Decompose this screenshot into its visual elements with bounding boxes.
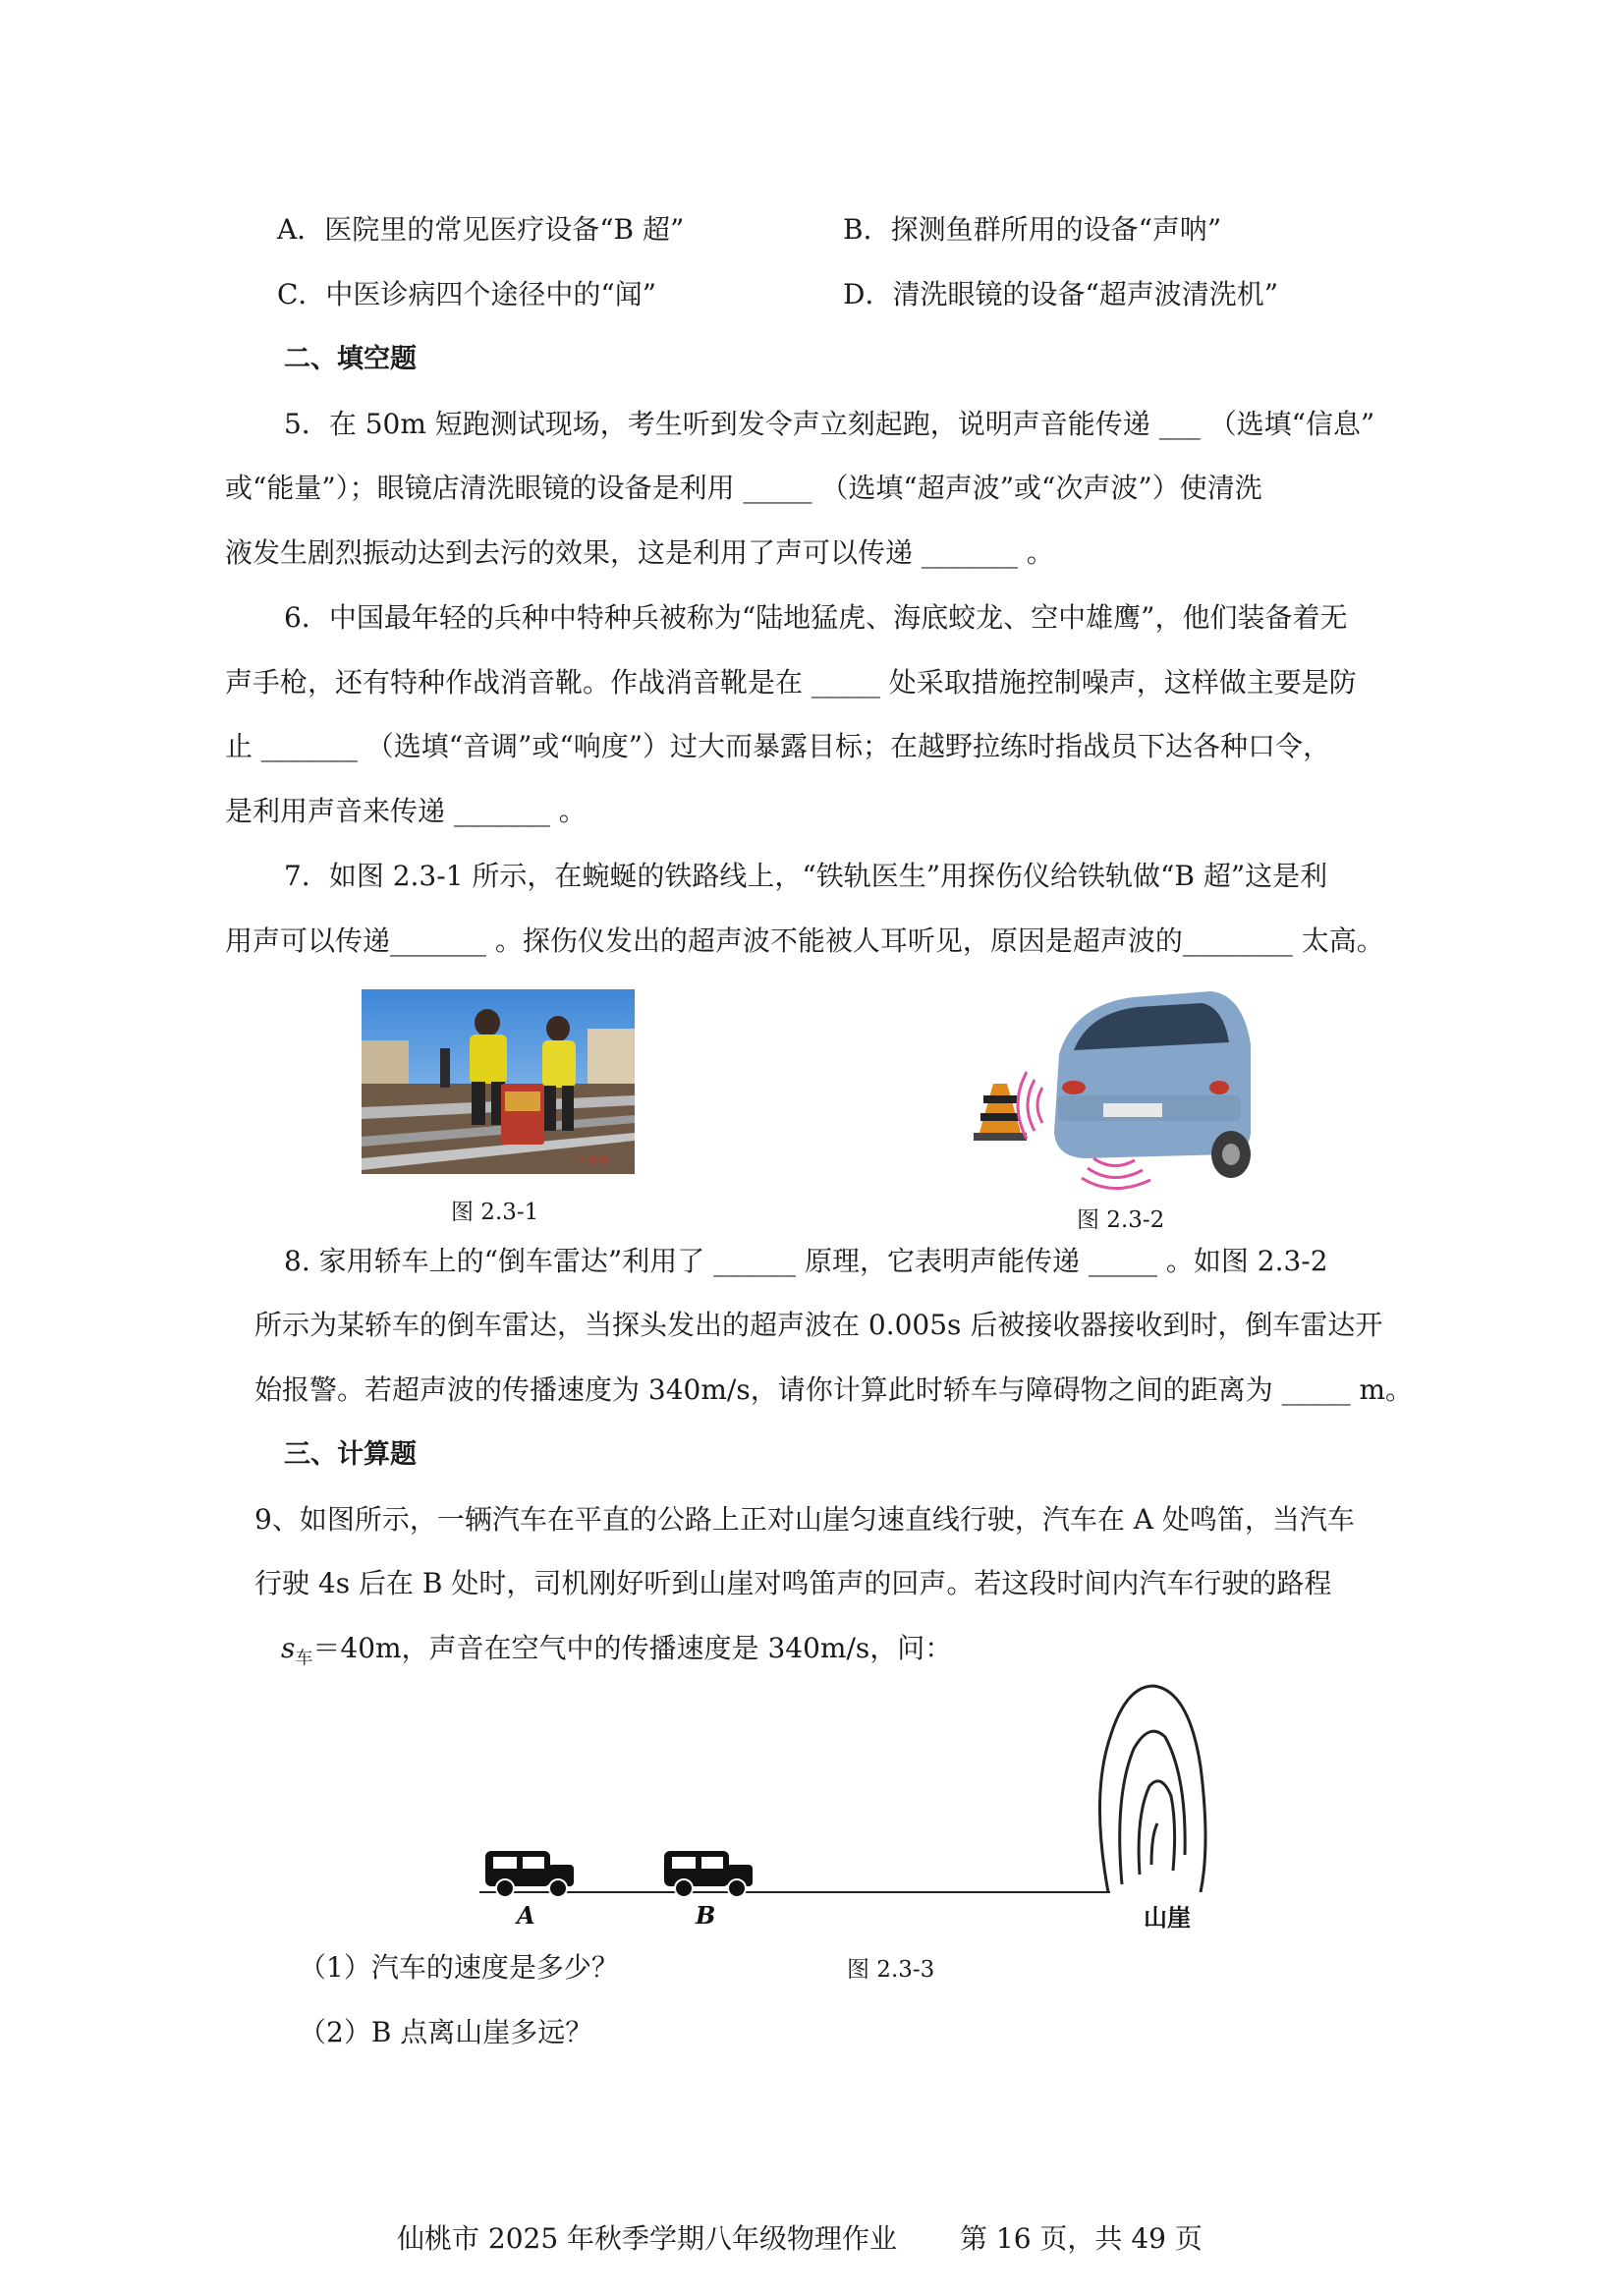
q9-sub-question-1: （1）汽车的速度是多少？ [299, 1951, 619, 1984]
label-point-a: A [517, 1901, 535, 1930]
label-cliff: 山崖 [1144, 1904, 1191, 1932]
footer-school-title: 仙桃市 2025 年秋季学期八年级物理作业 [397, 2222, 898, 2255]
car-icon [1054, 991, 1251, 1178]
figure-railway-workers-photo [362, 989, 635, 1174]
cliff-icon [1099, 1686, 1205, 1892]
q6-line-4: 是利用声音来传递 _______ 。 [225, 795, 587, 827]
label-point-b: B [696, 1901, 716, 1930]
option-a: A．医院里的常见医疗设备“B 超” [277, 213, 685, 246]
q8-line-3: 始报警。若超声波的传播速度为 340m/s，请你计算此时轿车与障碍物之间的距离为 _____ m。 [254, 1373, 1414, 1406]
distance-subscript: 车 [295, 1648, 313, 1669]
q9-line-3-text: ＝40m，声音在空气中的传播速度是 340m/s，问： [312, 1632, 953, 1664]
figure-caption-2-3-2: 图 2.3-2 [1077, 1207, 1165, 1233]
section-heading-calculation: 三、计算题 [284, 1439, 417, 1470]
q7-line-2: 用声可以传递_______ 。探伤仪发出的超声波不能被人耳听见，原因是超声波的________ 太高。 [225, 924, 1384, 957]
option-d: D．清洗眼镜的设备“超声波清洗机” [843, 278, 1279, 310]
q5-line-3: 液发生剧烈振动达到去污的效果，这是利用了声可以传递 _______ 。 [225, 536, 1054, 569]
figure-caption-2-3-3: 图 2.3-3 [847, 1957, 935, 1983]
figure-car-and-cliff [462, 1678, 1238, 1933]
q9-line-1: 9、如图所示，一辆汽车在平直的公路上正对山崖匀速直线行驶，汽车在 A 处鸣笛，当汽车 [254, 1503, 1355, 1536]
distance-symbol: s [281, 1632, 296, 1664]
section-heading-fill-blank: 二、填空题 [284, 344, 417, 374]
q5-line-1: 5．在 50m 短跑测试现场，考生听到发令声立刻起跑，说明声音能传递 ___ （选填“信息” [284, 408, 1375, 440]
q9-sub-question-2: （2）B 点离山崖多远？ [299, 2016, 593, 2048]
car-b-icon [664, 1851, 753, 1897]
option-b: B．探测鱼群所用的设备“声呐” [843, 213, 1222, 246]
q6-line-1: 6．中国最年轻的兵种中特种兵被称为“陆地猛虎、海底蛟龙、空中雄鹰”，他们装备着无 [284, 601, 1348, 634]
photo-watermark: 中国网 [572, 1153, 608, 1167]
option-c: C．中医诊病四个途径中的“闻” [277, 278, 657, 310]
figure-reversing-radar [966, 985, 1260, 1192]
q8-line-2: 所示为某轿车的倒车雷达，当探头发出的超声波在 0.005s 后被接收器接收到时，倒车雷达开 [254, 1309, 1383, 1341]
footer-page-number: 第 16 页，共 49 页 [960, 2222, 1203, 2255]
q6-line-2: 声手枪，还有特种作战消音靴。作战消音靴是在 _____ 处采取措施控制噪声，这样做主要是防 [225, 666, 1357, 699]
q6-line-3: 止 _______ （选填“音调”或“响度”）过大而暴露目标；在越野拉练时指战员下达各种口令， [225, 730, 1331, 762]
q8-line-1: 8. 家用轿车上的“倒车雷达”利用了 ______ 原理，它表明声能传递 _____ 。如图 2.3-2 [284, 1245, 1328, 1277]
car-a-icon [485, 1851, 574, 1897]
q7-line-1: 7．如图 2.3-1 所示，在蜿蜒的铁路线上，“铁轨医生”用探伤仪给铁轨做“B 超”这是利 [284, 860, 1328, 892]
q5-line-2: 或“能量”）；眼镜店清洗眼镜的设备是利用 _____ （选填“超声波”或“次声波”）使清洗 [225, 472, 1262, 504]
q9-line-2: 行驶 4s 后在 B 处时，司机刚好听到山崖对鸣笛声的回声。若这段时间内汽车行驶的路程 [254, 1567, 1332, 1599]
q9-line-3 [281, 1631, 952, 1677]
figure-caption-2-3-1: 图 2.3-1 [451, 1200, 539, 1225]
